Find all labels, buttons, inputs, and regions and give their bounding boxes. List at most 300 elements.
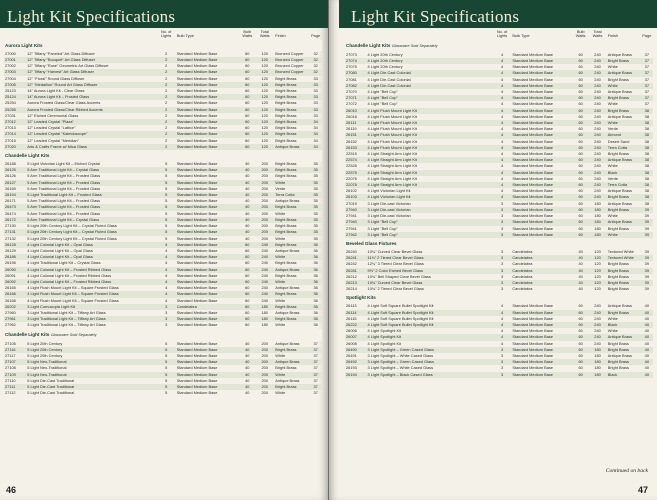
item-number-cell: 27107 bbox=[4, 359, 26, 365]
page-ref-cell: 32 bbox=[313, 63, 318, 69]
item-number-cell: 26196 bbox=[5, 260, 16, 266]
bulb-watts-cell: 60 bbox=[239, 82, 255, 88]
page-ref-cell: 39 bbox=[641, 268, 653, 274]
section-heading-row bbox=[4, 40, 322, 51]
total-watts-cell: 120 bbox=[255, 57, 274, 63]
description-cell: 12¾" 3 Tiered Clear Bevel Glass bbox=[367, 261, 424, 267]
bulb-watts-cell: 60 bbox=[573, 322, 588, 328]
item-number-cell: 27960 bbox=[5, 309, 16, 315]
description-cell: Aurora Frosted Glass/Clear Ribbed Accents bbox=[26, 107, 156, 113]
finish-cell: Bright Brass bbox=[607, 340, 629, 346]
lights-cell: 3 bbox=[157, 304, 176, 310]
page-ref-cell: 40 bbox=[641, 334, 653, 340]
bulb-type-cell: Standard Medium Base bbox=[176, 352, 218, 358]
finish-cell: Bright Brass bbox=[274, 384, 309, 390]
page-ref-cell: 37 bbox=[644, 101, 649, 107]
bulb-watts-cell: 60 bbox=[239, 57, 255, 63]
item-number-cell: 27020 bbox=[4, 144, 26, 150]
description-cell: 4 Light Spotlight Kit bbox=[367, 340, 402, 346]
bulb-watts-cell: 60 bbox=[578, 113, 583, 119]
finish-cell: Desert Sand bbox=[607, 138, 630, 144]
finish-cell: Black bbox=[607, 322, 641, 328]
item-number-cell: 26214 bbox=[346, 286, 357, 292]
description-cell: 12" Tiffany "Bouquet" Art Glass Diffuser bbox=[26, 57, 156, 63]
total-watts-cell: 240 bbox=[261, 297, 268, 303]
lights-cell: 4 bbox=[157, 279, 176, 285]
page-ref-cell: 36 bbox=[313, 247, 318, 253]
item-number-cell: 26492 bbox=[345, 359, 367, 365]
item-number-cell: 27940 bbox=[345, 207, 367, 213]
total-watts-cell: 200 bbox=[261, 223, 268, 229]
total-watts-cell: 240 bbox=[588, 120, 606, 126]
description-cell: 3 Light Die-cast Victorian bbox=[367, 207, 493, 213]
total-watts-cell: 200 bbox=[261, 185, 268, 191]
col-total-watts-header: Total Watts bbox=[259, 29, 270, 39]
page-ref-cell: 37 bbox=[641, 70, 653, 76]
lights-cell: 5 bbox=[165, 352, 168, 358]
finish-cell: Bright Brass bbox=[607, 151, 629, 157]
bulb-watts-cell: 60 bbox=[573, 170, 588, 176]
page-ref-cell: 40 bbox=[644, 365, 649, 371]
total-watts-cell: 240 bbox=[588, 70, 606, 76]
bulb-type-cell: Standard Medium Base bbox=[511, 359, 573, 365]
bulb-watts-cell: 60 bbox=[573, 182, 588, 188]
finish-cell: Bright Brass bbox=[275, 223, 297, 229]
lights-cell: 4 bbox=[500, 163, 504, 169]
finish-cell: Antique Brass bbox=[607, 188, 633, 194]
total-watts-cell: 180 bbox=[261, 322, 268, 328]
bulb-type-cell: Standard Medium Base bbox=[176, 372, 240, 378]
description-cell: 4 Light Flush Mount Light Kit bbox=[367, 126, 417, 132]
finish-cell: White bbox=[607, 120, 641, 126]
page-ref-cell: 35 bbox=[313, 198, 318, 204]
bulb-type-cell: Standard Medium Base bbox=[176, 254, 240, 260]
description-cell: 4 Light "Bell Cup" bbox=[367, 101, 398, 107]
bulb-type-cell: Standard Medium Base bbox=[176, 180, 240, 186]
page-ref-cell: 35 bbox=[309, 167, 322, 173]
bulb-watts-cell: 60 bbox=[245, 63, 250, 69]
bulb-watts-cell: 60 bbox=[578, 315, 583, 321]
bulb-watts-cell: 60 bbox=[573, 219, 588, 225]
bulb-type-cell: Standard Medium Base bbox=[512, 163, 553, 169]
lights-cell: 4 bbox=[493, 58, 511, 64]
item-number-cell: 26111 bbox=[345, 120, 367, 126]
finish-cell: Bright Brass bbox=[274, 82, 309, 88]
description-cell: 12" Leaded Crystal "Lattice" bbox=[27, 125, 76, 131]
finish-cell: Bright Brass bbox=[607, 108, 641, 114]
total-watts-cell: 120 bbox=[588, 255, 606, 261]
lights-cell: 5 bbox=[165, 235, 168, 241]
right-spec-table bbox=[345, 30, 653, 378]
page-ref-cell: 33 bbox=[309, 107, 322, 113]
page-ref-cell: 40 bbox=[641, 310, 653, 316]
total-watts-cell: 180 bbox=[255, 304, 274, 310]
finish-cell: Bright Brass bbox=[274, 316, 309, 322]
finish-cell: White bbox=[607, 83, 641, 89]
item-number-cell: 26090 bbox=[4, 267, 26, 273]
description-cell: 10¾" Curved Clear Bevel Glass bbox=[367, 280, 493, 286]
item-number-cell: 27962 bbox=[5, 322, 16, 328]
section-heading-row bbox=[345, 40, 653, 52]
finish-cell: Antique Brass bbox=[607, 157, 641, 163]
description-cell: 3 Light Cornucopia Light Kit bbox=[26, 304, 156, 310]
bulb-watts-cell: 40 bbox=[245, 365, 250, 371]
description-cell: 3 Light "Bell Cup" bbox=[367, 225, 398, 231]
bulb-watts-cell: 60 bbox=[578, 138, 583, 144]
bulb-watts-cell: 60 bbox=[573, 95, 588, 101]
col-bulb-type-header: Bulb Type bbox=[512, 33, 530, 39]
lights-cell: 4 bbox=[500, 340, 504, 346]
bulb-type-cell: Standard Medium Base bbox=[512, 340, 553, 346]
lights-cell: 3 bbox=[500, 248, 504, 254]
bulb-watts-cell: 60 bbox=[578, 303, 583, 309]
total-watts-cell: 240 bbox=[594, 126, 601, 132]
lights-cell: 5 bbox=[157, 204, 176, 210]
bulb-watts-cell: 60 bbox=[578, 51, 583, 57]
bulb-watts-cell: 40 bbox=[239, 384, 255, 390]
lights-cell: 4 bbox=[493, 70, 511, 76]
bulb-watts-cell: 60 bbox=[245, 285, 250, 291]
finish-cell: Bright Brass bbox=[274, 229, 309, 235]
description-cell: 10¾" Curved Clear Bevel Glass bbox=[367, 248, 423, 254]
finish-cell: Terra Cotta bbox=[607, 182, 641, 188]
bulb-watts-cell: 60 bbox=[245, 75, 250, 81]
lights-cell: 4 bbox=[157, 267, 176, 273]
bulb-type-cell: Standard Medium Base bbox=[176, 125, 218, 131]
bulb-type-cell: Standard Medium Base bbox=[511, 95, 573, 101]
section-heading-row bbox=[4, 150, 322, 161]
col-bulb-watts-header: Bulb Watts bbox=[242, 29, 253, 39]
bulb-type-cell: Standard Medium Base bbox=[176, 119, 240, 125]
item-number-cell: 26212 bbox=[346, 273, 357, 279]
finish-cell: Antique Brass bbox=[607, 334, 641, 340]
page-ref-cell: 36 bbox=[309, 254, 322, 260]
bulb-type-cell: Standard Medium Base bbox=[512, 76, 553, 82]
lights-cell: 4 bbox=[500, 89, 504, 95]
page-ref-cell: 36 bbox=[313, 309, 318, 315]
bulb-watts-cell: 60 bbox=[573, 132, 588, 138]
item-number-cell: 26103 bbox=[345, 194, 367, 200]
total-watts-cell: 180 bbox=[588, 347, 606, 353]
bulb-watts-cell: 60 bbox=[239, 131, 255, 137]
bulb-watts-cell: 60 bbox=[239, 316, 255, 322]
total-watts-cell: 180 bbox=[588, 372, 606, 378]
bulb-watts-cell: 40 bbox=[573, 280, 588, 286]
bulb-type-cell: Candelabra bbox=[512, 273, 533, 279]
description-cell: 11¾" 2 Tiered Clear Bevel Glass bbox=[367, 255, 493, 261]
total-watts-cell: 240 bbox=[594, 163, 601, 169]
description-cell: 5 Arm Traditional Light Kit – Frosted Glass bbox=[26, 204, 156, 210]
total-watts-cell: 120 bbox=[594, 273, 601, 279]
bulb-watts-cell: 60 bbox=[578, 151, 583, 157]
lights-cell: 2 bbox=[157, 144, 176, 150]
bulb-type-cell: Standard Medium Base bbox=[176, 377, 218, 383]
lights-cell: 4 bbox=[500, 113, 504, 119]
bulb-type-cell: Standard Medium Base bbox=[176, 63, 218, 69]
total-watts-cell: 240 bbox=[255, 267, 274, 273]
finish-cell: Antique Brass bbox=[274, 267, 309, 273]
item-number-cell: 26281 bbox=[345, 268, 367, 274]
description-cell: 4 Light Colonial Light Kit – Frosted Ribbed Glass bbox=[26, 279, 156, 285]
total-watts-cell: 200 bbox=[261, 377, 268, 383]
lights-cell: 5 bbox=[165, 210, 168, 216]
section-heading: Chandelle Light Kits bbox=[346, 42, 391, 48]
page-ref-cell: 36 bbox=[313, 260, 318, 266]
lights-cell: 4 bbox=[493, 334, 511, 340]
page-ref-cell: 32 bbox=[309, 69, 322, 75]
lights-cell: 5 bbox=[165, 340, 168, 346]
bulb-type-cell: Candelabra bbox=[511, 280, 573, 286]
bulb-type-cell: Standard Medium Base bbox=[511, 334, 573, 340]
col-lights-header: No. of Lights bbox=[160, 29, 172, 39]
item-number-cell: 27111 bbox=[4, 384, 26, 390]
total-watts-cell: 200 bbox=[261, 198, 268, 204]
item-number-cell: 27001 bbox=[4, 57, 26, 63]
description-cell: 4 Light Victorian Light Kit bbox=[367, 194, 493, 200]
bulb-type-cell: Standard Medium Base bbox=[511, 170, 573, 176]
total-watts-cell: 120 bbox=[261, 125, 268, 131]
page-ref-cell: 33 bbox=[313, 88, 318, 94]
finish-cell: Bright Brass bbox=[275, 137, 297, 143]
description-cell: 5 Light Die-Cast Traditional bbox=[26, 384, 156, 390]
page-ref-cell: 37 bbox=[641, 58, 653, 64]
page-ref-cell: 37 bbox=[313, 340, 318, 346]
page-ref-cell: 36 bbox=[309, 242, 322, 248]
bulb-watts-cell: 60 bbox=[573, 359, 588, 365]
description-cell: 5 Light Neo-Traditional bbox=[26, 359, 156, 365]
item-number-cell: 26193 bbox=[346, 365, 357, 371]
description-cell: 3 Light Traditional Light Kit – Tiffany Art Glass bbox=[27, 309, 106, 315]
description-cell: 5 Light 20th Century bbox=[26, 347, 156, 353]
item-number-cell: 25123 bbox=[5, 88, 16, 94]
page-ref-cell: 39 bbox=[641, 219, 653, 225]
right-spec-content bbox=[329, 28, 657, 378]
finish-cell: Bright Brass bbox=[274, 304, 309, 310]
total-watts-cell: 180 bbox=[588, 207, 606, 213]
lights-cell: 4 bbox=[500, 188, 504, 194]
bulb-watts-cell: 60 bbox=[573, 157, 588, 163]
lights-cell: 5 bbox=[157, 217, 176, 223]
item-number-cell: 26169 bbox=[5, 185, 16, 191]
lights-cell: 4 bbox=[500, 138, 504, 144]
description-cell: 5 Light 20th Century Light Kit – Crystal Fluted Glass bbox=[27, 235, 117, 241]
item-number-cell: 26240 bbox=[346, 248, 357, 254]
bulb-type-cell: Standard Medium Base bbox=[176, 204, 240, 210]
total-watts-cell: 180 bbox=[594, 225, 601, 231]
page-ref-cell: 37 bbox=[641, 83, 653, 89]
total-watts-cell: 200 bbox=[255, 217, 274, 223]
finish-cell: White bbox=[275, 297, 286, 303]
lights-cell: 3 bbox=[493, 280, 511, 286]
col-page-header: Page bbox=[642, 33, 652, 39]
lights-cell: 2 bbox=[157, 107, 176, 113]
lights-cell: 4 bbox=[500, 175, 504, 181]
section-heading-row bbox=[4, 329, 322, 341]
description-cell: 4 Light Die-Cast Colonial bbox=[367, 83, 493, 89]
lights-cell: 4 bbox=[500, 76, 504, 82]
total-watts-cell: 240 bbox=[594, 188, 601, 194]
item-number-cell: 26242 bbox=[346, 261, 357, 267]
total-watts-cell: 240 bbox=[594, 138, 601, 144]
right-table-body bbox=[345, 40, 653, 378]
left-table-header bbox=[4, 30, 322, 40]
total-watts-cell: 120 bbox=[261, 112, 268, 118]
section-heading-row bbox=[345, 292, 653, 303]
lights-cell: 4 bbox=[500, 328, 504, 334]
bulb-watts-cell: 60 bbox=[245, 112, 250, 118]
bulb-watts-cell: 60 bbox=[245, 272, 250, 278]
description-cell: 4 Light Soft Square Bullet Spotlight Kit bbox=[367, 315, 434, 321]
finish-cell: Bright Brass bbox=[607, 261, 629, 267]
item-number-cell: 26188 bbox=[5, 161, 16, 167]
lights-cell: 2 bbox=[165, 125, 168, 131]
bulb-watts-cell: 60 bbox=[573, 194, 588, 200]
page-ref-cell: 34 bbox=[309, 119, 322, 125]
finish-cell: Terra Cotta bbox=[274, 192, 309, 198]
lights-cell: 2 bbox=[165, 75, 168, 81]
item-number-cell: 26018 bbox=[346, 113, 357, 119]
description-cell: 4 Light "Bell Cup" bbox=[367, 95, 493, 101]
bulb-type-cell: Standard Medium Base bbox=[176, 340, 218, 346]
description-cell: 5 Light 20th Century Light Kit – Crystal Fluted Glass bbox=[26, 229, 156, 235]
bulb-watts-cell: 40 bbox=[239, 167, 255, 173]
page-ref-cell: 36 bbox=[309, 316, 322, 322]
page-ref-cell: 34 bbox=[313, 125, 318, 131]
lights-cell: 2 bbox=[157, 57, 176, 63]
total-watts-cell: 240 bbox=[588, 310, 606, 316]
item-number-cell: 26113 bbox=[346, 303, 357, 309]
bulb-type-cell: Standard Medium Base bbox=[511, 219, 573, 225]
description-cell: 5 Arm Traditional Light Kit – Frosted Glass bbox=[27, 210, 101, 216]
bulb-watts-cell: 60 bbox=[578, 175, 583, 181]
item-number-cell: 26213 bbox=[345, 280, 367, 286]
bulb-type-cell: Standard Medium Base bbox=[176, 217, 240, 223]
total-watts-cell: 120 bbox=[261, 137, 268, 143]
total-watts-cell: 200 bbox=[261, 365, 268, 371]
lights-cell: 2 bbox=[157, 94, 176, 100]
total-watts-cell: 120 bbox=[594, 248, 601, 254]
bulb-watts-cell: 60 bbox=[573, 120, 588, 126]
finish-cell: Antique Brass bbox=[607, 113, 633, 119]
description-cell: 4 Light Flush Mount Light Kit bbox=[367, 108, 493, 114]
total-watts-cell: 240 bbox=[255, 291, 274, 297]
description-cell: 12" Etched Ceremonial Glass bbox=[27, 112, 79, 118]
bulb-type-cell: Standard Medium Base bbox=[512, 175, 553, 181]
section-heading: Beveled Glass Fixtures bbox=[346, 240, 397, 246]
description-cell: 5 Light Neo-Traditional bbox=[26, 372, 156, 378]
description-cell: 5 Light Die-Cast Traditional bbox=[27, 377, 75, 383]
bulb-type-cell: Standard Medium Base bbox=[176, 82, 240, 88]
section-heading-row bbox=[345, 238, 653, 249]
description-cell: 4 Light 20th Century bbox=[367, 58, 493, 64]
description-cell: Arts & Crafts Frame w/ Mica Glass bbox=[26, 144, 156, 150]
description-cell: 3 Light Spotlight – Black Cased Glass bbox=[367, 372, 493, 378]
lights-cell: 5 bbox=[157, 384, 176, 390]
description-cell: 14" Aurora Light Kit – Frosted Glass bbox=[26, 94, 156, 100]
description-cell: 5 Light Traditional Light Kit – Frosted Glass bbox=[26, 192, 156, 198]
bulb-type-cell: Standard Medium Base bbox=[512, 151, 553, 157]
bulb-type-cell: Standard Medium Base bbox=[176, 297, 218, 303]
total-watts-cell: 120 bbox=[261, 63, 268, 69]
item-number-cell: 26007 bbox=[345, 334, 367, 340]
page-ref-cell: 39 bbox=[644, 261, 649, 267]
item-number-cell: 27002 bbox=[5, 63, 16, 69]
col-total-watts-header: Total Watts bbox=[592, 29, 603, 39]
bulb-type-cell: Standard Medium Base bbox=[176, 185, 218, 191]
item-number-cell: 26127 bbox=[4, 180, 26, 186]
bulb-type-cell: Standard Medium Base bbox=[511, 120, 573, 126]
description-cell: 3 Light Traditional Light Kit – Tiffany Art Glass bbox=[26, 316, 156, 322]
description-cell: 12" "Floral" Round Glass Diffuser bbox=[27, 75, 85, 81]
col-bulb-type-header: Bulb Type bbox=[176, 33, 194, 39]
lights-cell: 3 bbox=[493, 219, 511, 225]
bulb-type-cell: Standard Medium Base bbox=[176, 272, 218, 278]
lights-cell: 5 bbox=[157, 347, 176, 353]
page-ref-cell: 39 bbox=[644, 273, 649, 279]
description-cell: 10¾" 2 Tiered Clear Bevel Glass bbox=[367, 286, 424, 292]
item-number-cell: 26165 bbox=[5, 285, 16, 291]
lights-cell: 2 bbox=[157, 119, 176, 125]
finish-cell: Textured White bbox=[607, 248, 634, 254]
page-ref-cell: 34 bbox=[309, 144, 322, 150]
page-ref-cell: 40 bbox=[641, 347, 653, 353]
finish-cell: White bbox=[275, 352, 286, 358]
bulb-type-cell: Standard Medium Base bbox=[176, 279, 240, 285]
description-cell: 12" "Medallion" Round Art Glass Diffuser bbox=[26, 82, 156, 88]
col-bulb-watts-header: Bulb Watts bbox=[575, 29, 586, 39]
item-number-cell: 27109 bbox=[4, 372, 26, 378]
item-number-cell: 26172 bbox=[4, 217, 26, 223]
description-cell: 3 Light Spotlight – White Cased Glass bbox=[367, 352, 434, 358]
bulb-type-cell: Standard Medium Base bbox=[511, 132, 573, 138]
bulb-type-cell: Standard Medium Base bbox=[176, 347, 240, 353]
page-ref-cell: 35 bbox=[313, 161, 318, 167]
finish-cell: Almond bbox=[607, 132, 641, 138]
page-ref-cell: 37 bbox=[313, 390, 318, 396]
lights-cell: 4 bbox=[165, 285, 168, 291]
bulb-watts-cell: 60 bbox=[245, 50, 250, 56]
bulb-watts-cell: 60 bbox=[578, 89, 583, 95]
page-ref-cell: 39 bbox=[641, 280, 653, 286]
bulb-type-cell: Standard Medium Base bbox=[511, 182, 573, 188]
total-watts-cell: 240 bbox=[255, 242, 274, 248]
page-ref-cell: 38 bbox=[644, 126, 649, 132]
bulb-watts-cell: 60 bbox=[239, 242, 255, 248]
lights-cell: 5 bbox=[165, 377, 168, 383]
finish-cell: Verde bbox=[275, 185, 286, 191]
total-watts-cell: 200 bbox=[255, 192, 274, 198]
bulb-watts-cell: 60 bbox=[245, 137, 250, 143]
bulb-type-cell: Standard Medium Base bbox=[176, 365, 218, 371]
finish-cell: Antique Brass bbox=[607, 89, 633, 95]
section-heading: Chandelle Light Kits bbox=[5, 153, 50, 159]
item-number-cell: 27015 bbox=[5, 137, 16, 143]
bulb-watts-cell: 60 bbox=[578, 188, 583, 194]
lights-cell: 4 bbox=[493, 322, 511, 328]
bulb-type-cell: Standard Medium Base bbox=[511, 232, 573, 238]
description-cell: 4 Light Colonial Light Kit – Frosted Ribbed Glass bbox=[26, 267, 156, 273]
item-number-cell: 26102 bbox=[346, 188, 357, 194]
lights-cell: 4 bbox=[165, 247, 168, 253]
finish-cell: Bright Brass bbox=[274, 119, 309, 125]
section-heading: Chandelle Light Kits bbox=[5, 331, 50, 337]
description-cell: Aurora Frosted Glass/Clear Glass Accents bbox=[27, 100, 101, 106]
total-watts-cell: 240 bbox=[594, 64, 601, 70]
description-cell: 4 Light Traditional Light Kit – Crystal Glass bbox=[27, 260, 101, 266]
left-page-title: Light Kit Specifications bbox=[7, 7, 176, 26]
total-watts-cell: 200 bbox=[255, 167, 274, 173]
page-ref-cell: 37 bbox=[313, 352, 318, 358]
